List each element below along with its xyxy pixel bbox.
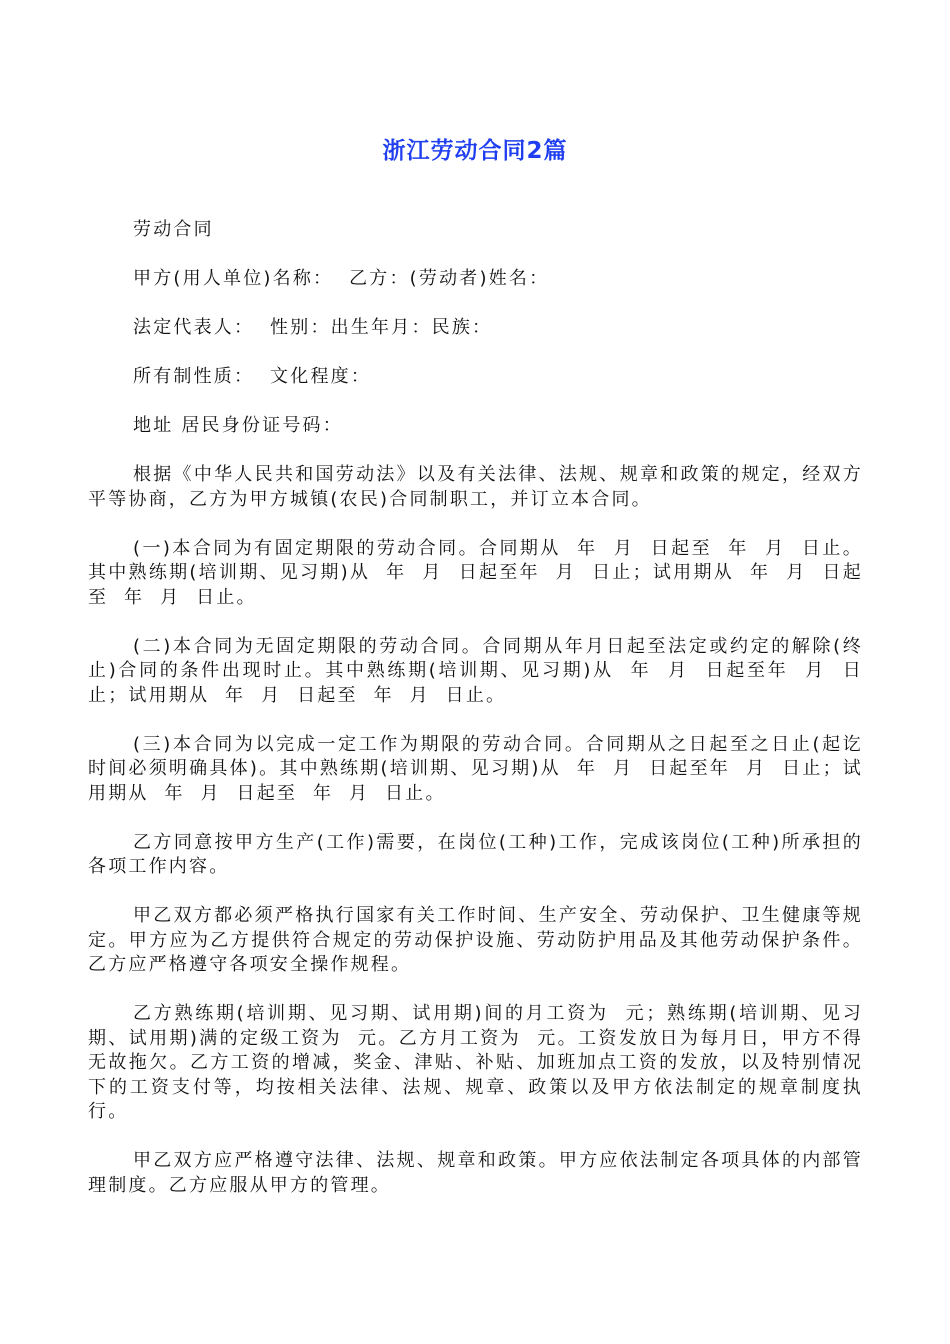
document-title: 浙江劳动合同2篇 xyxy=(382,138,568,164)
paragraph-address: 地址 居民身份证号码： xyxy=(133,415,343,436)
paragraph-fixed-term: (一)本合同为有固定期限的劳动合同。合同期从 年 月 日起至 年 月 日止。其中熟练期(培训期、见习期)从 年 月 日起至年 月 日止；试用期从 年 月 日起至 年 月 日止。 xyxy=(88,537,863,608)
paragraph-party-names: 甲方(用人单位)名称： 乙方：(劳动者)姓名： xyxy=(133,268,550,289)
paragraph-basis: 根据《中华人民共和国劳动法》以及有关法律、法规、规章和政策的规定，经双方平等协商，乙方为甲方城镇(农民)合同制职工，并订立本合同。 xyxy=(88,464,863,510)
paragraph-contract-heading: 劳动合同 xyxy=(133,219,214,240)
paragraph-job-position: 乙方同意按甲方生产(工作)需要，在岗位(工种)工作，完成该岗位(工种)所承担的各项工作内容。 xyxy=(88,831,863,877)
paragraph-wages: 乙方熟练期(培训期、见习期、试用期)间的月工资为 元；熟练期(培训期、见习期、试用期)满的定级工资为 元。乙方月工资为 元。工资发放日为每月日，甲方不得无故拖欠。乙方工资的增减，奖金、津贴、补贴、加班加点工资的发放，以及特别情况下的工资支付等，均按相关法律、法规、规章、政策以及甲方依法制定的规章制度执行。 xyxy=(88,1003,863,1122)
paragraph-ownership: 所有制性质： 文化程度： xyxy=(133,366,372,387)
paragraph-legal-representative: 法定代表人： 性别：出生年月：民族： xyxy=(133,317,493,338)
paragraph-task-term: (三)本合同为以完成一定工作为期限的劳动合同。合同期从之日起至之日止(起讫时间必须明确具体)。其中熟练期(培训期、见习期)从 年 月 日起至年 月 日止；试用期从 年 月 日起至 年 月 日止。 xyxy=(88,733,863,804)
paragraph-safety: 甲乙双方都必须严格执行国家有关工作时间、生产安全、劳动保护、卫生健康等规定。甲方应为乙方提供符合规定的劳动保护设施、劳动防护用品及其他劳动保护条件。乙方应严格遵守各项安全操作规程。 xyxy=(88,905,863,975)
paragraph-rules: 甲乙双方应严格遵守法律、法规、规章和政策。甲方应依法制定各项具体的内部管理制度。乙方应服从甲方的管理。 xyxy=(88,1150,863,1196)
paragraph-open-term: (二)本合同为无固定期限的劳动合同。合同期从年月日起至法定或约定的解除(终止)合同的条件出现时止。其中熟练期(培训期、见习期)从 年 月 日起至年 月 日止；试用期从 年 月 日起至 年 月 日止。 xyxy=(88,635,863,706)
document-body xyxy=(88,218,863,1198)
